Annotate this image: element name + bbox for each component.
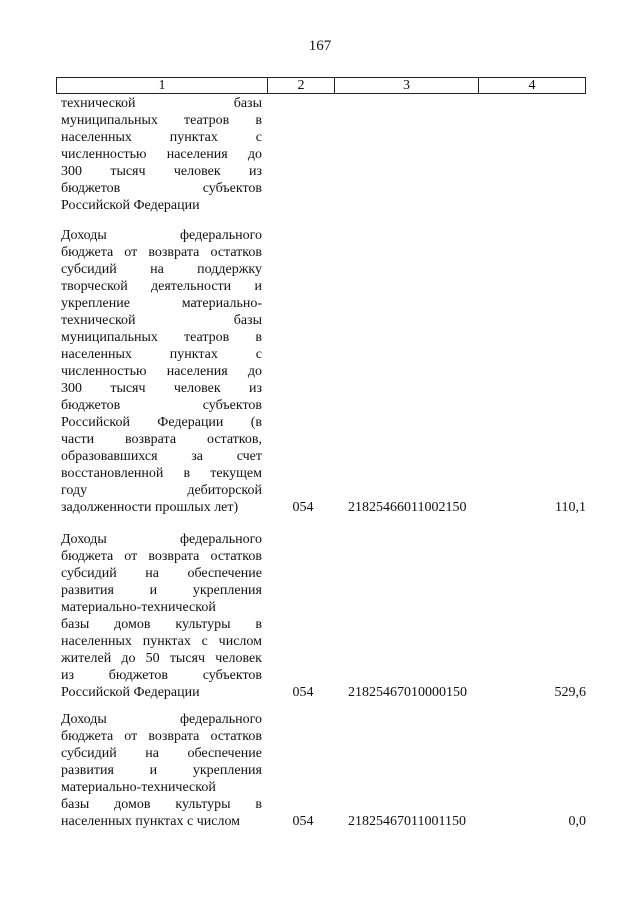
table-row — [61, 711, 586, 830]
description-line: укрепление материально- — [61, 296, 262, 311]
row-description — [61, 711, 262, 830]
admin-code: 054 — [292, 814, 314, 829]
table-row — [61, 531, 586, 701]
description-line: населенных пунктах с числом — [61, 814, 241, 829]
admin-code: 054 — [292, 500, 314, 515]
amount: 529,6 — [554, 685, 586, 700]
row-description — [61, 227, 262, 516]
admin-code: 054 — [292, 685, 314, 700]
description-line: 300 тысяч человек из — [61, 381, 262, 396]
budget-classification-code: 21825466011002150 — [348, 500, 467, 515]
table-row — [61, 227, 586, 516]
description-line: жителей до 50 тысяч человек — [61, 651, 262, 666]
description-line: Российской Федерации — [61, 685, 200, 700]
description-line: Доходы федерального — [61, 532, 262, 547]
description-line: муниципальных театров в — [61, 113, 262, 128]
description-line: базы домов культуры в — [61, 797, 262, 812]
description-line: субсидий на поддержку — [61, 262, 262, 277]
description-line: бюджетов субъектов — [61, 181, 262, 196]
description-line: развития и укрепления — [61, 763, 262, 778]
description-line: творческой деятельности и — [61, 279, 262, 294]
description-line: технической базы — [61, 96, 262, 111]
budget-classification-code: 21825467010000150 — [348, 685, 467, 700]
description-line: Доходы федерального — [61, 228, 262, 243]
amount: 110,1 — [555, 500, 586, 515]
budget-classification-code: 21825467011001150 — [348, 814, 466, 829]
description-line: населенных пунктах с — [61, 130, 262, 145]
description-line: Российской Федерации — [61, 198, 200, 213]
description-line: части возврата остатков, — [61, 432, 262, 447]
description-line: численностью населения до — [61, 364, 262, 379]
description-line: 300 тысяч человек из — [61, 164, 262, 179]
description-line: восстановленной в текущем — [61, 466, 262, 481]
description-line: материально-технической — [61, 780, 216, 795]
table-row — [61, 95, 586, 214]
description-line: бюджета от возврата остатков — [61, 729, 262, 744]
column-header-1: 1 — [57, 78, 268, 93]
description-line: численностью населения до — [61, 147, 262, 162]
description-line: субсидий на обеспечение — [61, 566, 262, 581]
description-line: населенных пунктах с числом — [61, 634, 262, 649]
description-line: базы домов культуры в — [61, 617, 262, 632]
description-line: субсидий на обеспечение — [61, 746, 262, 761]
column-header-2: 2 — [268, 78, 335, 93]
table-column-header — [56, 77, 586, 94]
description-line: году дебиторской — [61, 483, 262, 498]
description-line: муниципальных театров в — [61, 330, 262, 345]
column-header-3: 3 — [335, 78, 479, 93]
row-description — [61, 95, 262, 214]
description-line: бюджетов субъектов — [61, 398, 262, 413]
page-number: 167 — [308, 38, 332, 54]
description-line: Доходы федерального — [61, 712, 262, 727]
description-line: образовавшихся за счет — [61, 449, 262, 464]
row-description — [61, 531, 262, 701]
description-line: технической базы — [61, 313, 262, 328]
description-line: населенных пунктах с — [61, 347, 262, 362]
amount: 0,0 — [568, 814, 586, 829]
description-line: бюджета от возврата остатков — [61, 549, 262, 564]
description-line: из бюджетов субъектов — [61, 668, 262, 683]
description-line: бюджета от возврата остатков — [61, 245, 262, 260]
description-line: развития и укрепления — [61, 583, 262, 598]
description-line: материально-технической — [61, 600, 216, 615]
description-line: Российской Федерации (в — [61, 415, 262, 430]
description-line: задолженности прошлых лет) — [61, 500, 239, 515]
column-header-4: 4 — [528, 78, 536, 93]
